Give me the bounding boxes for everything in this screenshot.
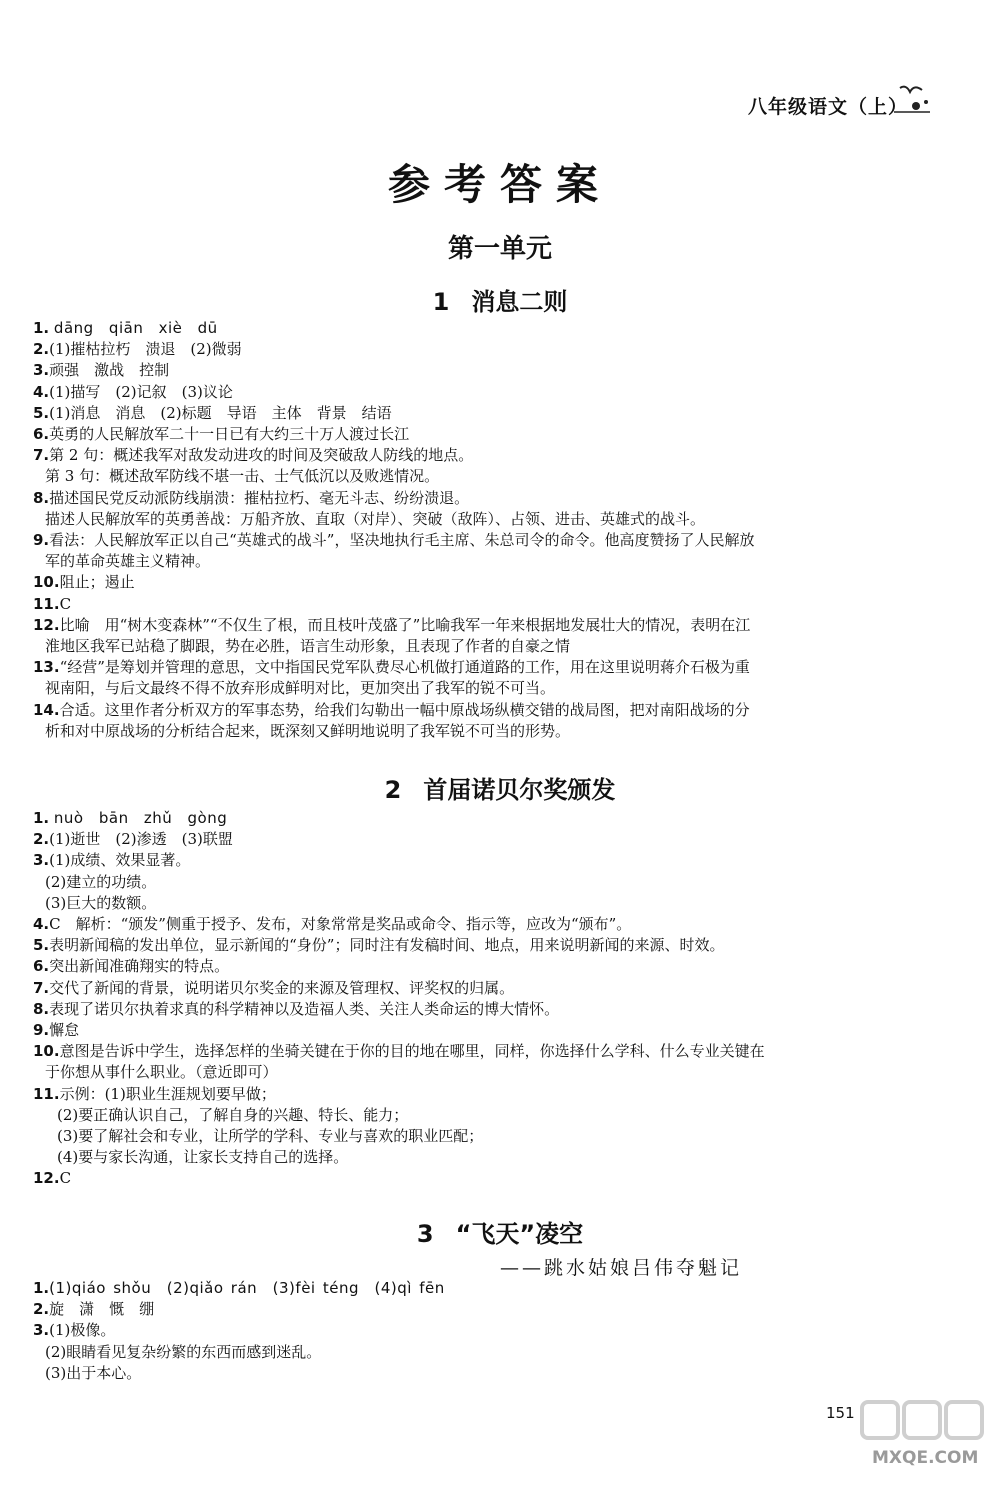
answer-item: 13.“经营”是筹划并管理的意思，文中指国民党军队费尽心机做打通道路的工作，用在这里说明蒋介石极为重 [33,658,750,677]
lesson-heading-3 [0,1214,1000,1249]
lesson-subtitle: ——跳水姑娘吕伟夺魁记 [500,1257,743,1279]
answer-item: 1. nuò bān zhǔ gòng [33,809,228,827]
lesson-title: 消息二则 [471,288,568,316]
answer-item: 6.英勇的人民解放军二十一日已有大约三十万人渡过长江 [33,425,410,444]
answer-item: 14.合适。这里作者分析双方的军事态势，给我们勾勒出一幅中原战场纵横交错的战局图，把对南阳战场的分 [33,700,750,719]
answer-item: 3.顽强 激战 控制 [33,361,170,380]
answer-item-continued: 第 3 句：概述敌军防线不堪一击、士气低沉以及败逃情况。 [45,467,440,486]
answer-item: 3.(1)成绩、效果显著。 [33,851,191,870]
watermark-text: MXQE.COM [872,1448,979,1468]
answer-item: 1. dāng qiān xiè dū [33,319,218,337]
answer-item: 12.比喻 用“树木变森林”“不仅生了根，而且枝叶茂盛了”比喻我军一年来根据地发展壮大的情况，表明在江 [33,615,751,634]
answer-item: 7.第 2 句：概述我军对敌发动进攻的时间及突破敌人防线的地点。 [33,446,474,465]
lesson-title: “飞天”凌空 [455,1220,584,1248]
answer-item: 1.(1)qiáo shǒu (2)qiǎo rán (3)fèi téng (4)qì fēn [33,1279,445,1297]
lesson-number: 2 [384,776,402,804]
answer-item: 10.意图是告诉中学生，选择怎样的坐骑关键在于你的目的地在哪里，同样，你选择什么学科、什么专业关键在 [33,1042,765,1061]
answer-item-continued: (2)要正确认识自己，了解自身的兴趣、特长、能力； [57,1105,409,1124]
answer-item-continued: (4)要与家长沟通，让家长支持自己的选择。 [57,1148,349,1167]
sparkle-icon [892,82,932,116]
lesson-title: 首届诺贝尔奖颁发 [423,776,616,804]
lesson-number: 3 [416,1220,434,1248]
answer-item: 5.(1)消息 消息 (2)标题 导语 主体 背景 结语 [33,403,392,422]
answer-list-3 [33,1278,903,1384]
answer-item: 6.突出新闻准确翔实的特点。 [33,957,230,976]
header-badge-text: 八年级语文（上） [747,96,908,118]
answer-list-2 [33,808,903,1190]
lesson-heading-1 [0,282,1000,317]
answer-item: 8.描述国民党反动派防线崩溃：摧枯拉朽、毫无斗志、纷纷溃退。 [33,488,470,507]
answer-item-continued: 军的革命英雄主义精神。 [45,552,211,571]
answer-item: 4.C 解析：“颁发”侧重于授予、发布，对象常常是奖品或命令、指示等，应改为“颁布”。 [33,915,632,934]
answer-item: 2.旋 潇 慨 绷 [33,1300,155,1319]
answer-item: 12.C [33,1169,72,1188]
answer-item: 11.示例：(1)职业生涯规划要早做； [33,1084,276,1103]
answer-item: 9.看法：人民解放军正以自己“英雄式的战斗”，坚决地执行毛主席、朱总司令的命令。他高度赞扬了人民解放 [33,531,755,550]
answer-item-continued: 视南阳，与后文最终不得不放弃形成鲜明对比，更加突出了我军的锐不可当。 [45,679,556,698]
unit-heading: 第一单元 [447,234,552,264]
lesson-number: 1 [432,288,450,316]
answer-item: 3.(1)极像。 [33,1321,116,1340]
answer-item: 9.懈怠 [33,1021,80,1040]
answer-item-continued: (3)要了解社会和专业，让所学的学科、专业与喜欢的职业匹配； [57,1127,484,1146]
answer-item-continued: (3)出于本心。 [45,1363,142,1382]
lesson-heading-2 [0,770,1000,805]
answer-item: 2.(1)摧枯拉朽 溃退 (2)微弱 [33,340,242,359]
answer-item-continued: (3)巨大的数额。 [45,893,157,912]
answer-item-continued: 于你想从事什么职业。（意近即可） [45,1063,278,1082]
answer-list-1 [33,318,903,742]
answer-item: 2.(1)逝世 (2)渗透 (3)联盟 [33,830,233,849]
answer-item-continued: 淮地区我军已站稳了脚跟，势在必胜，语言生动形象，且表现了作者的自豪之情 [45,637,571,656]
header-badge [748,92,908,119]
answer-item: 8.表现了诺贝尔执着求真的科学精神以及造福人类、关注人类命运的博大情怀。 [33,999,560,1018]
answer-item: 5.表明新闻稿的发出单位，显示新闻的“身份”；同时注有发稿时间、地点，用来说明新闻的来源、时效。 [33,936,725,955]
page-title: 参考答案 [387,160,612,209]
page-number: 151 [826,1404,855,1422]
answer-item-continued: 析和对中原战场的分析结合起来，既深刻又鲜明地说明了我军锐不可当的形势。 [45,721,571,740]
answer-item-continued: 描述人民解放军的英勇善战：万船齐放、直取（对岸）、突破（敌阵）、占领、进击、英雄式的战斗。 [45,509,706,528]
answer-item: 7.交代了新闻的背景，说明诺贝尔奖金的来源及管理权、评奖权的归属。 [33,978,515,997]
answer-item: 10.阻止；遏止 [33,573,135,592]
answer-item: 4.(1)描写 (2)记叙 (3)议论 [33,382,233,401]
answer-item-continued: (2)建立的功绩。 [45,872,157,891]
answer-item-continued: (2)眼睛看见复杂纷繁的东西而感到迷乱。 [45,1342,322,1361]
answer-item: 11.C [33,594,72,613]
